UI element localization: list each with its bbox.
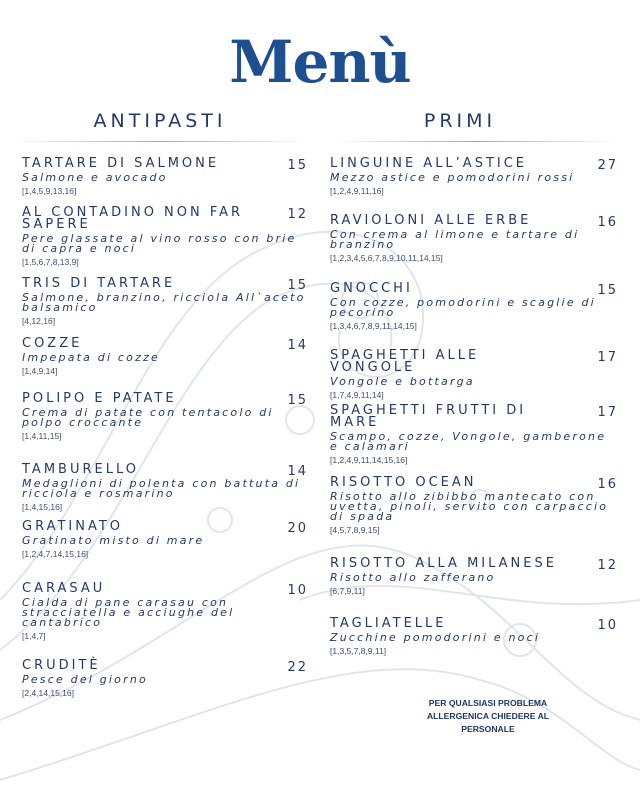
- item-price: 12: [597, 558, 618, 573]
- item-price: 12: [287, 207, 308, 222]
- item-description: Impepata di cozze: [22, 351, 161, 364]
- item-name: TARTARE DI SALMONE: [22, 156, 220, 171]
- item-name: GRATINATO: [22, 519, 124, 534]
- item-price: 27: [597, 158, 618, 173]
- item-description: Gratinato misto di mare: [22, 534, 205, 547]
- menu-item: [22, 338, 308, 376]
- menu-item: [22, 521, 308, 559]
- item-price: 22: [287, 660, 308, 675]
- item-allergens: [1,7,4,9,11,14]: [330, 390, 384, 400]
- menu-item: [22, 660, 308, 698]
- menu-item: [330, 477, 618, 535]
- item-description: Pere glassate al vino rosso con brie di capra e noci: [22, 232, 297, 255]
- item-allergens: [4,5,7,8,9,15]: [330, 525, 380, 535]
- item-price: 10: [287, 583, 308, 598]
- item-name: AL CONTADINO NON FAR SAPERE: [22, 205, 244, 232]
- menu-item: [330, 350, 618, 400]
- item-allergens: [1,4,9,14]: [22, 366, 58, 376]
- menu-item: [22, 278, 308, 326]
- item-allergens: [6,7,9,11]: [330, 586, 365, 596]
- item-name: TRIS DI TARTARE: [22, 276, 176, 291]
- item-price: 16: [597, 477, 618, 492]
- item-allergens: [4,12,16]: [22, 316, 56, 326]
- item-allergens: [1,4,7]: [22, 631, 46, 641]
- item-description: Zucchine pomodorini e noci: [330, 631, 541, 644]
- item-description: Con cozze, pomodorini e scaglie di pecorino: [330, 296, 596, 319]
- item-name: LINGUINE ALL’ASTICE: [330, 156, 528, 171]
- item-price: 17: [597, 350, 618, 365]
- item-name: RISOTTO ALLA MILANESE: [330, 556, 557, 571]
- menu-item: [22, 158, 308, 196]
- menu-item: [22, 207, 308, 267]
- item-allergens: [1,2,4,7,14,15,16]: [22, 549, 89, 559]
- item-name: SPAGHETTI ALLE VONGOLE: [330, 348, 480, 375]
- item-description: Salmone e avocado: [22, 171, 168, 184]
- section-heading-antipasti: ANTIPASTI: [93, 110, 227, 132]
- section-heading-primi: PRIMI: [423, 110, 497, 132]
- item-description: Crema di patate con tentacolo di polpo croccante: [22, 406, 274, 429]
- item-name: POLIPO E PATATE: [22, 391, 177, 406]
- allergen-notice: PER QUALSIASI PROBLEMA ALLERGENICA CHIEDERE AL PERSONALE: [426, 698, 550, 734]
- item-allergens: [1,4,11,15]: [22, 431, 62, 441]
- item-price: 10: [597, 618, 618, 633]
- item-description: Con crema al limone e tartare di branzino: [330, 228, 580, 251]
- item-price: 20: [287, 521, 308, 536]
- item-allergens: [1,2,4,9,11,14,15,16]: [330, 455, 408, 465]
- menu-item: [22, 464, 308, 512]
- divider: [10, 141, 310, 142]
- item-allergens: [1,3,5,7,8,9,11]: [330, 646, 387, 656]
- item-name: CRUDITÈ: [22, 658, 101, 673]
- item-description: Cialda di pane carasau con stracciatella e acciughe del cantabrico: [22, 596, 235, 629]
- item-price: 15: [287, 393, 308, 408]
- item-price: 14: [287, 464, 308, 479]
- item-price: 17: [597, 405, 618, 420]
- item-description: Risotto allo zibibbo mantecato con uvetta, pinoli, servito con carpaccio di spada: [330, 490, 609, 523]
- menu-item: [330, 283, 618, 331]
- item-allergens: [1,2,4,9,11,16]: [330, 186, 384, 196]
- item-name: TAGLIATELLE: [330, 616, 447, 631]
- menu-item: [330, 215, 618, 263]
- item-price: 15: [597, 283, 618, 298]
- item-name: SPAGHETTI FRUTTI DI MARE: [330, 403, 527, 430]
- menu-item: [330, 158, 618, 196]
- item-description: Vongole e bottarga: [330, 375, 475, 388]
- item-name: TAMBURELLO: [22, 462, 139, 477]
- menu-item: [330, 405, 618, 465]
- item-allergens: [2,4,14,15,16]: [22, 688, 74, 698]
- menu-item: [22, 393, 308, 441]
- item-description: Salmone, branzino, ricciola All`aceto balsamico: [22, 291, 306, 314]
- item-description: Scampo, cozze, Vongole, gamberone e calamari: [330, 430, 607, 453]
- item-allergens: [1,5,6,7,8,13,9]: [22, 257, 79, 267]
- item-description: Mezzo astice e pomodorini rossi: [330, 171, 575, 184]
- item-allergens: [1,4,5,9,13,16]: [22, 186, 77, 196]
- item-name: RAVIOLONI ALLE ERBE: [330, 213, 532, 228]
- item-price: 16: [597, 215, 618, 230]
- item-allergens: [1,4,15,16]: [22, 502, 63, 512]
- menu-item: [330, 618, 618, 656]
- menu-item: [22, 583, 308, 641]
- menu-title: Menù: [229, 28, 411, 96]
- item-name: RISOTTO OCEAN: [330, 475, 477, 490]
- item-price: 14: [287, 338, 308, 353]
- item-description: Risotto allo zafferano: [330, 571, 496, 584]
- item-price: 15: [287, 278, 308, 293]
- item-allergens: [1,3,4,6,7,8,9,11,14,15]: [330, 321, 417, 331]
- item-name: CARASAU: [22, 581, 106, 596]
- item-description: Pesce del giorno: [22, 673, 148, 686]
- item-description: Medaglioni di polenta con battuta di ricciola e rosmarino: [22, 477, 301, 500]
- menu-item: [330, 558, 618, 596]
- divider: [330, 141, 620, 142]
- item-price: 15: [287, 158, 308, 173]
- item-name: COZZE: [22, 336, 83, 351]
- item-allergens: [1,2,3,4,5,6,7,8,9,10,11,14,15]: [330, 253, 443, 263]
- item-name: GNOCCHI: [330, 281, 413, 296]
